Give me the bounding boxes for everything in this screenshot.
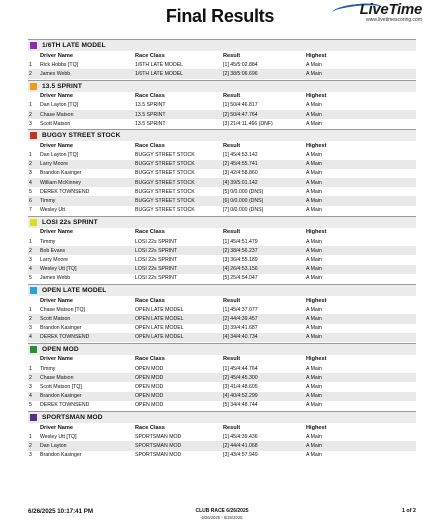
cell-highest: A Main [306, 111, 322, 118]
cell-driver-name: Scott Matson [TQ] [40, 384, 82, 391]
cell-result: [2] 38/5:06.696 [223, 70, 258, 77]
cell-race-class: BUGGY STREET STOCK [135, 188, 195, 195]
cell-result: [2] 45/4:45.300 [223, 374, 258, 381]
cell-driver-name: Brandon Kasinger [40, 393, 82, 400]
section-header [28, 216, 416, 228]
table-row [28, 196, 416, 205]
cell-position: 2 [29, 315, 32, 322]
cell-highest: A Main [306, 452, 322, 459]
cell-race-class: OPEN MOD [135, 393, 164, 400]
cell-highest: A Main [306, 393, 322, 400]
class-section [28, 39, 416, 79]
cell-race-class: OPEN MOD [135, 402, 164, 409]
cell-driver-name: Scott Matson [40, 120, 71, 127]
col-header-race-class: Race Class [135, 297, 165, 304]
table-row [28, 314, 416, 323]
cell-highest: A Main [306, 315, 322, 322]
cell-race-class: BUGGY STREET STOCK [135, 161, 195, 168]
col-header-highest: Highest [306, 229, 327, 236]
cell-race-class: LOSI 22s SPRINT [135, 247, 178, 254]
cell-result: [5] 25/4:54.047 [223, 275, 258, 282]
cell-race-class: OPEN LATE MODEL [135, 306, 184, 313]
cell-driver-name: DEREK TOWNSEND [40, 402, 90, 409]
column-header-row [28, 296, 416, 305]
col-header-result: Result [223, 297, 241, 304]
cell-driver-name: Bob Evans [40, 247, 66, 254]
cell-result: [5] 34/4:48.744 [223, 402, 258, 409]
table-row [28, 274, 416, 283]
cell-driver-name: Timmy [40, 238, 56, 245]
cell-highest: A Main [306, 161, 322, 168]
column-header-row [28, 423, 416, 432]
col-header-race-class: Race Class [135, 52, 165, 59]
table-row [28, 110, 416, 119]
cell-race-class: 1/6TH LATE MODEL [135, 61, 184, 68]
cell-position: 4 [29, 266, 32, 273]
cell-race-class: BUGGY STREET STOCK [135, 152, 195, 159]
cell-highest: A Main [306, 238, 322, 245]
results-list [28, 39, 416, 461]
column-header-row [28, 228, 416, 237]
logo-url: www.livetimescoring.com [366, 17, 422, 23]
cell-result: [4] 39/5:01.142 [223, 179, 258, 186]
table-row [28, 401, 416, 410]
cell-position: 1 [29, 61, 32, 68]
table-row [28, 206, 416, 215]
cell-driver-name: Dan Layton [TQ] [40, 152, 79, 159]
cell-race-class: 13.5 SPRINT [135, 120, 166, 127]
table-row [28, 324, 416, 333]
cell-driver-name: Larry Moore [40, 161, 68, 168]
cell-position: 2 [29, 374, 32, 381]
col-header-driver-name: Driver Name [40, 424, 73, 431]
col-header-driver-name: Driver Name [40, 52, 73, 59]
cell-highest: A Main [306, 442, 322, 449]
cell-result: [1] 45/4:51.479 [223, 238, 258, 245]
page-title: Final Results [165, 6, 275, 26]
livetime-logo [330, 1, 422, 25]
cell-race-class: LOSI 22s SPRINT [135, 238, 178, 245]
cell-driver-name: Scott Matson [40, 315, 71, 322]
printed-timestamp: 6/26/2025 10:17:41 PM [28, 508, 94, 515]
col-header-driver-name: Driver Name [40, 356, 73, 363]
table-row [28, 160, 416, 169]
cell-highest: A Main [306, 70, 322, 77]
cell-race-class: BUGGY STREET STOCK [135, 170, 195, 177]
cell-race-class: 13.5 SPRINT [135, 102, 166, 109]
column-header-row [28, 92, 416, 101]
cell-highest: A Main [306, 207, 322, 214]
cell-position: 3 [29, 325, 32, 332]
cell-race-class: BUGGY STREET STOCK [135, 198, 195, 205]
cell-highest: A Main [306, 325, 322, 332]
cell-position: 3 [29, 170, 32, 177]
section-title: LOSI 22s SPRINT [42, 218, 98, 226]
col-header-driver-name: Driver Name [40, 229, 73, 236]
section-header [28, 129, 416, 141]
cell-result: [5] 0/0.000 (DNS) [223, 188, 264, 195]
cell-driver-name: Brandon Kasinger [40, 170, 82, 177]
cell-position: 2 [29, 70, 32, 77]
cell-driver-name: Wesley Utt [TQ] [40, 266, 77, 273]
cell-race-class: SPORTSMAN MOD [135, 433, 182, 440]
table-row [28, 151, 416, 160]
class-color-swatch-icon [30, 346, 37, 353]
page-number: 1 of 2 [401, 508, 416, 514]
cell-race-class: LOSI 22s SPRINT [135, 275, 178, 282]
table-row [28, 392, 416, 401]
table-row [28, 69, 416, 78]
cell-highest: A Main [306, 266, 322, 273]
cell-driver-name: DEREK TOWNSEND [40, 334, 90, 341]
class-color-swatch-icon [30, 287, 37, 294]
cell-result: [1] 45/5:02.884 [223, 61, 258, 68]
cell-position: 2 [29, 161, 32, 168]
class-section [28, 80, 416, 129]
cell-race-class: OPEN LATE MODEL [135, 325, 184, 332]
col-header-race-class: Race Class [135, 424, 165, 431]
cell-highest: A Main [306, 198, 322, 205]
col-header-highest: Highest [306, 142, 327, 149]
cell-highest: A Main [306, 433, 322, 440]
table-row [28, 305, 416, 314]
col-header-driver-name: Driver Name [40, 297, 73, 304]
cell-result: [1] 45/4:44.764 [223, 365, 258, 372]
cell-driver-name: William McKinney [40, 179, 81, 186]
cell-driver-name: Chase Matson [TQ] [40, 306, 85, 313]
cell-position: 3 [29, 452, 32, 459]
cell-highest: A Main [306, 306, 322, 313]
cell-result: [4] 40/4:52.299 [223, 393, 258, 400]
event-name: CLUB RACE 6/26/2025 [195, 508, 249, 514]
cell-highest: A Main [306, 188, 322, 195]
cell-position: 2 [29, 111, 32, 118]
cell-race-class: 13.5 SPRINT [135, 111, 166, 118]
section-header [28, 411, 416, 423]
section-header [28, 343, 416, 355]
cell-position: 3 [29, 120, 32, 127]
cell-driver-name: Dan Layton [TQ] [40, 102, 79, 109]
cell-highest: A Main [306, 402, 322, 409]
col-header-result: Result [223, 142, 241, 149]
class-color-swatch-icon [30, 42, 37, 49]
col-header-race-class: Race Class [135, 93, 165, 100]
table-row [28, 255, 416, 264]
cell-driver-name: Wesley Utt [TQ] [40, 433, 77, 440]
col-header-result: Result [223, 356, 241, 363]
cell-position: 3 [29, 384, 32, 391]
cell-position: 1 [29, 152, 32, 159]
cell-race-class: LOSI 22s SPRINT [135, 266, 178, 273]
cell-driver-name: DEREK TOWNSEND [40, 188, 90, 195]
cell-highest: A Main [306, 120, 322, 127]
cell-race-class: 1/6TH LATE MODEL [135, 70, 184, 77]
cell-race-class: OPEN LATE MODEL [135, 334, 184, 341]
class-section [28, 411, 416, 460]
cell-driver-name: James Webb [40, 275, 71, 282]
cell-driver-name: Brandon Kasinger [40, 325, 82, 332]
table-row [28, 382, 416, 391]
cell-race-class: OPEN MOD [135, 365, 164, 372]
cell-result: [2] 38/4:56.237 [223, 247, 258, 254]
col-header-race-class: Race Class [135, 229, 165, 236]
cell-position: 5 [29, 402, 32, 409]
table-row [28, 101, 416, 110]
table-row [28, 451, 416, 460]
cell-result: [3] 21/4:11.466 (DNF) [223, 120, 273, 127]
class-color-swatch-icon [30, 83, 37, 90]
cell-position: 1 [29, 102, 32, 109]
section-title: SPORTSMAN MOD [42, 414, 103, 421]
cell-result: [3] 39/4:41.687 [223, 325, 258, 332]
logo-brand: LiveTime [359, 1, 422, 18]
cell-highest: A Main [306, 61, 322, 68]
table-row [28, 119, 416, 128]
cell-result: [4] 26/4:53.156 [223, 266, 258, 273]
cell-result: [1] 45/4:37.077 [223, 306, 258, 313]
section-title: 1/6TH LATE MODEL [42, 42, 106, 49]
col-header-result: Result [223, 424, 241, 431]
cell-driver-name: Timmy [40, 198, 56, 205]
column-header-row [28, 51, 416, 60]
table-row [28, 364, 416, 373]
cell-result: [2] 44/4:39.457 [223, 315, 258, 322]
cell-result: [1] 45/4:53.142 [223, 152, 258, 159]
cell-race-class: LOSI 22s SPRINT [135, 256, 178, 263]
cell-driver-name: Rick Hobbs [TQ] [40, 61, 79, 68]
cell-driver-name: James Webb [40, 70, 71, 77]
cell-race-class: SPORTSMAN MOD [135, 452, 182, 459]
col-header-result: Result [223, 93, 241, 100]
cell-driver-name: Chase Matson [40, 374, 74, 381]
table-row [28, 169, 416, 178]
cell-position: 4 [29, 334, 32, 341]
cell-race-class: OPEN MOD [135, 384, 164, 391]
cell-highest: A Main [306, 102, 322, 109]
event-dates: 6/26/2025 - 6/26/2025 [201, 515, 243, 520]
table-row [28, 441, 416, 450]
section-title: OPEN MOD [42, 345, 79, 353]
cell-highest: A Main [306, 179, 322, 186]
cell-result: [3] 41/4:48.605 [223, 384, 258, 391]
cell-position: 6 [29, 198, 32, 205]
table-row [28, 237, 416, 246]
cell-race-class: SPORTSMAN MOD [135, 442, 182, 449]
cell-result: [1] 45/4:39.436 [223, 433, 258, 440]
table-row [28, 333, 416, 342]
col-header-race-class: Race Class [135, 356, 165, 363]
cell-position: 1 [29, 433, 32, 440]
cell-result: [3] 42/4:58.860 [223, 170, 258, 177]
cell-result: [4] 34/4:40.734 [223, 334, 258, 341]
report-header [0, 0, 440, 36]
class-section [28, 343, 416, 410]
cell-highest: A Main [306, 365, 322, 372]
cell-highest: A Main [306, 247, 322, 254]
cell-result: [6] 0/0.000 (DNS) [223, 198, 264, 205]
section-title: 13.5 SPRINT [42, 82, 82, 90]
cell-driver-name: Brandon Kasinger [40, 452, 82, 459]
col-header-driver-name: Driver Name [40, 142, 73, 149]
cell-race-class: BUGGY STREET STOCK [135, 179, 195, 186]
cell-highest: A Main [306, 334, 322, 341]
table-row [28, 373, 416, 382]
cell-highest: A Main [306, 256, 322, 263]
cell-race-class: OPEN MOD [135, 374, 164, 381]
col-header-highest: Highest [306, 424, 327, 431]
class-color-swatch-icon [30, 132, 37, 139]
cell-result: [1] 50/4:46.817 [223, 102, 258, 109]
col-header-result: Result [223, 229, 241, 236]
col-header-highest: Highest [306, 52, 327, 59]
col-header-highest: Highest [306, 297, 327, 304]
cell-position: 1 [29, 306, 32, 313]
col-header-result: Result [223, 52, 241, 59]
table-row [28, 187, 416, 196]
col-header-highest: Highest [306, 93, 327, 100]
cell-position: 5 [29, 188, 32, 195]
cell-position: 1 [29, 365, 32, 372]
cell-position: 2 [29, 247, 32, 254]
table-row [28, 432, 416, 441]
cell-result: [2] 44/4:41.068 [223, 442, 258, 449]
cell-highest: A Main [306, 275, 322, 282]
class-color-swatch-icon [30, 414, 37, 421]
table-row [28, 265, 416, 274]
cell-highest: A Main [306, 152, 322, 159]
cell-driver-name: Wesley Utt [40, 207, 65, 214]
cell-driver-name: Larry Moore [40, 256, 68, 263]
class-color-swatch-icon [30, 219, 37, 226]
cell-highest: A Main [306, 170, 322, 177]
col-header-driver-name: Driver Name [40, 93, 73, 100]
cell-result: [2] 45/4:55.741 [223, 161, 258, 168]
cell-result: [3] 36/4:55.189 [223, 256, 258, 263]
column-header-row [28, 355, 416, 364]
cell-position: 3 [29, 256, 32, 263]
section-header [28, 39, 416, 51]
section-header [28, 80, 416, 92]
class-section [28, 284, 416, 342]
cell-position: 4 [29, 179, 32, 186]
table-row [28, 246, 416, 255]
col-header-highest: Highest [306, 356, 327, 363]
section-title: BUGGY STREET STOCK [42, 132, 121, 140]
cell-race-class: BUGGY STREET STOCK [135, 207, 195, 214]
cell-position: 4 [29, 393, 32, 400]
cell-position: 2 [29, 442, 32, 449]
cell-result: [7] 0/0.000 (DNS) [223, 207, 264, 214]
table-row [28, 60, 416, 69]
cell-driver-name: Chase Matson [40, 111, 74, 118]
section-title: OPEN LATE MODEL [42, 286, 107, 294]
report-footer [28, 505, 416, 525]
cell-driver-name: Timmy [40, 365, 56, 372]
col-header-race-class: Race Class [135, 142, 165, 149]
cell-highest: A Main [306, 374, 322, 381]
cell-result: [2] 50/4:47.764 [223, 111, 258, 118]
table-row [28, 178, 416, 187]
cell-position: 1 [29, 238, 32, 245]
cell-position: 5 [29, 275, 32, 282]
cell-race-class: OPEN LATE MODEL [135, 315, 184, 322]
column-header-row [28, 141, 416, 150]
cell-result: [3] 43/4:57.949 [223, 452, 258, 459]
cell-driver-name: Dan Layton [40, 442, 67, 449]
class-section [28, 129, 416, 215]
section-header [28, 284, 416, 296]
cell-position: 7 [29, 207, 32, 214]
class-section [28, 216, 416, 283]
cell-highest: A Main [306, 384, 322, 391]
